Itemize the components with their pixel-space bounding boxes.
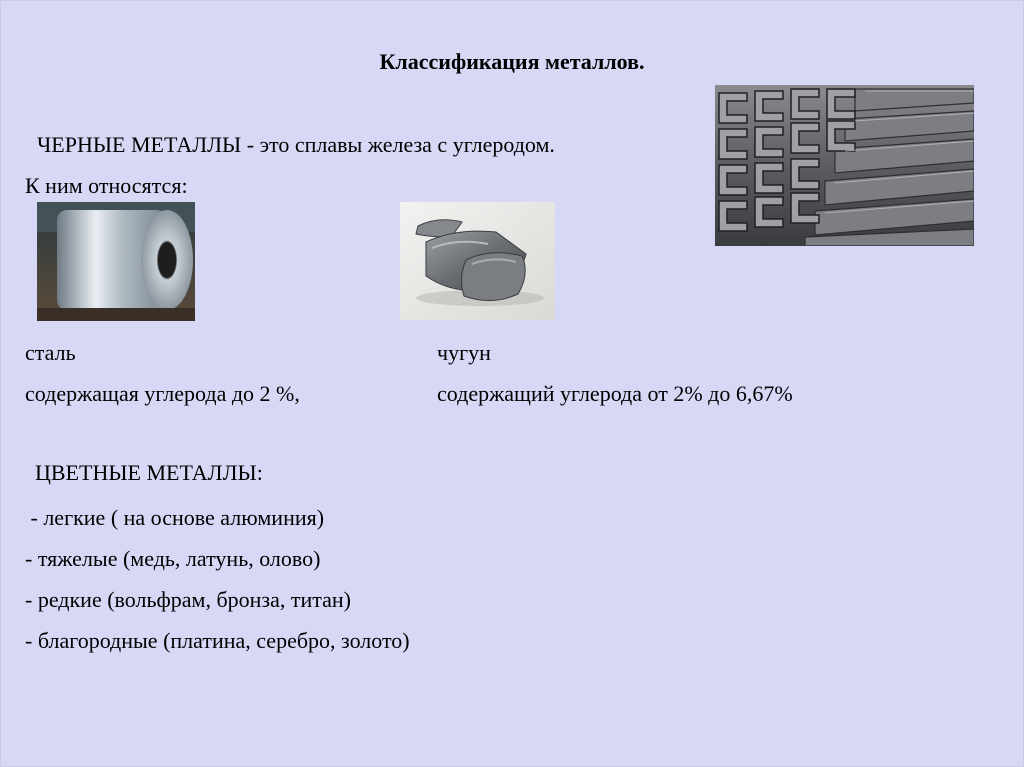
steel-name: сталь (25, 340, 76, 365)
steel-coil-photo (37, 202, 195, 321)
cast-iron-description: содержащий углерода от 2% до 6,67% (437, 381, 793, 406)
cast-iron-name: чугун (437, 340, 491, 365)
nonferrous-item-light: - легкие ( на основе алюминия) (25, 505, 325, 530)
nonferrous-item-rare: - редкие (вольфрам, бронза, титан) (25, 587, 352, 612)
nonferrous-item-heavy: - тяжелые (медь, латунь, олово) (25, 546, 321, 571)
ferrous-heading: ЧЕРНЫЕ МЕТАЛЛЫ - это сплавы железа с углеродом. (37, 132, 555, 157)
ferrous-intro: К ним относятся: (25, 173, 188, 198)
cast-iron-ingots-photo (400, 202, 555, 320)
steel-channel-beams-photo (715, 85, 974, 246)
nonferrous-heading: ЦВЕТНЫЕ МЕТАЛЛЫ: (35, 460, 263, 485)
steel-description: содержащая углерода до 2 %, (25, 381, 300, 406)
nonferrous-item-noble: - благородные (платина, серебро, золото) (25, 628, 410, 653)
slide-title: Классификация металлов. (379, 49, 645, 74)
